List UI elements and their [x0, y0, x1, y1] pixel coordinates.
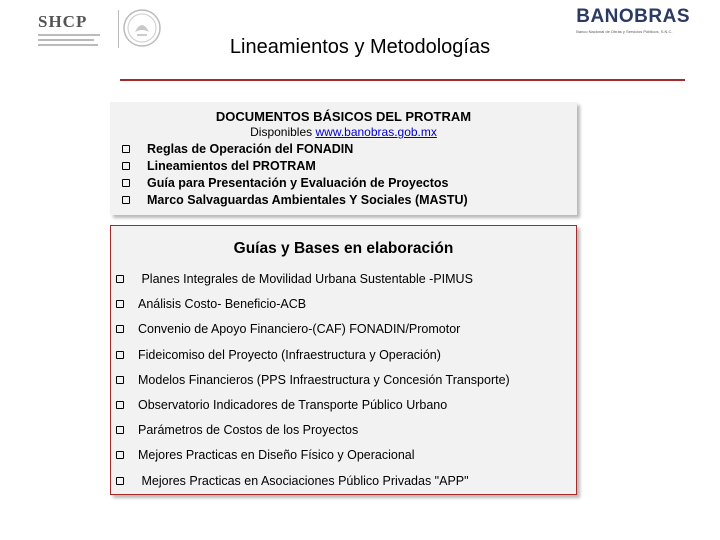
list-item [116, 469, 510, 494]
list-item-label: Planes Integrales de Movilidad Urbana Sustentable -PIMUS [138, 272, 473, 286]
list-item [116, 343, 510, 368]
list-item-label: Análisis Costo- Beneficio-ACB [138, 297, 307, 312]
checkbox-bullet-icon [116, 325, 124, 333]
list-item-label: Modelos Financieros (PPS Infraestructura y Concesión Transporte) [138, 372, 510, 387]
checkbox-bullet-icon [116, 477, 124, 485]
list-item-label: Mejores Practicas en Asociaciones Público Privadas "APP" [138, 473, 469, 488]
documents-list [122, 141, 468, 209]
guides-heading: Guías y Bases en elaboración [233, 240, 454, 257]
list-item-label: Marco Salvaguardas Ambientales Y Sociales (MASTU) [147, 193, 468, 207]
checkbox-bullet-icon [122, 162, 130, 170]
list-item-label: Convenio de Apoyo Financiero-(CAF) FONADIN/Promotor [138, 322, 461, 337]
list-item-label: Reglas de Operación del FONADIN [147, 142, 354, 156]
checkbox-bullet-icon [116, 351, 124, 359]
list-item [122, 175, 468, 192]
availability-line [110, 125, 577, 139]
shcp-logo-text: SHCP [38, 12, 88, 31]
list-item [116, 368, 510, 393]
list-item-label: Parámetros de Costos de los Proyectos [138, 423, 359, 438]
documents-box [110, 102, 577, 215]
list-item [116, 292, 510, 317]
list-item [116, 317, 510, 342]
list-item-label: Fideicomiso del Proyecto (Infraestructura y Operación) [138, 347, 441, 362]
checkbox-bullet-icon [116, 401, 124, 409]
checkbox-bullet-icon [122, 196, 130, 204]
list-item-label: Guía para Presentación y Evaluación de Proyectos [147, 176, 449, 190]
banobras-website-link[interactable]: www.banobras.gob.mx [315, 125, 437, 139]
checkbox-bullet-icon [122, 145, 130, 153]
list-item [122, 141, 468, 158]
banobras-logo-text: BANOBRAS [576, 6, 690, 27]
guides-box [110, 225, 577, 495]
availability-label: Disponibles [250, 125, 316, 139]
list-item-label: Lineamientos del PROTRAM [147, 159, 316, 173]
list-item [116, 418, 510, 443]
guides-list [116, 267, 510, 494]
list-item [122, 158, 468, 175]
list-item [122, 192, 468, 209]
banobras-logo-tagline: Banco Nacional de Obras y Servicios Públicos, S.N.C. [576, 29, 673, 34]
checkbox-bullet-icon [116, 275, 124, 283]
page-title: Lineamientos y Metodologías [229, 36, 491, 58]
list-item [116, 267, 510, 292]
title-divider [120, 79, 685, 81]
banobras-logo [576, 6, 690, 34]
list-item [116, 393, 510, 418]
list-item [116, 443, 510, 468]
documents-heading: DOCUMENTOS BÁSICOS DEL PROTRAM [215, 109, 472, 124]
checkbox-bullet-icon [116, 426, 124, 434]
checkbox-bullet-icon [122, 179, 130, 187]
checkbox-bullet-icon [116, 451, 124, 459]
checkbox-bullet-icon [116, 300, 124, 308]
list-item-label: Mejores Practicas en Diseño Físico y Operacional [138, 448, 415, 463]
checkbox-bullet-icon [116, 376, 124, 384]
list-item-label: Observatorio Indicadores de Transporte Público Urbano [138, 397, 448, 412]
